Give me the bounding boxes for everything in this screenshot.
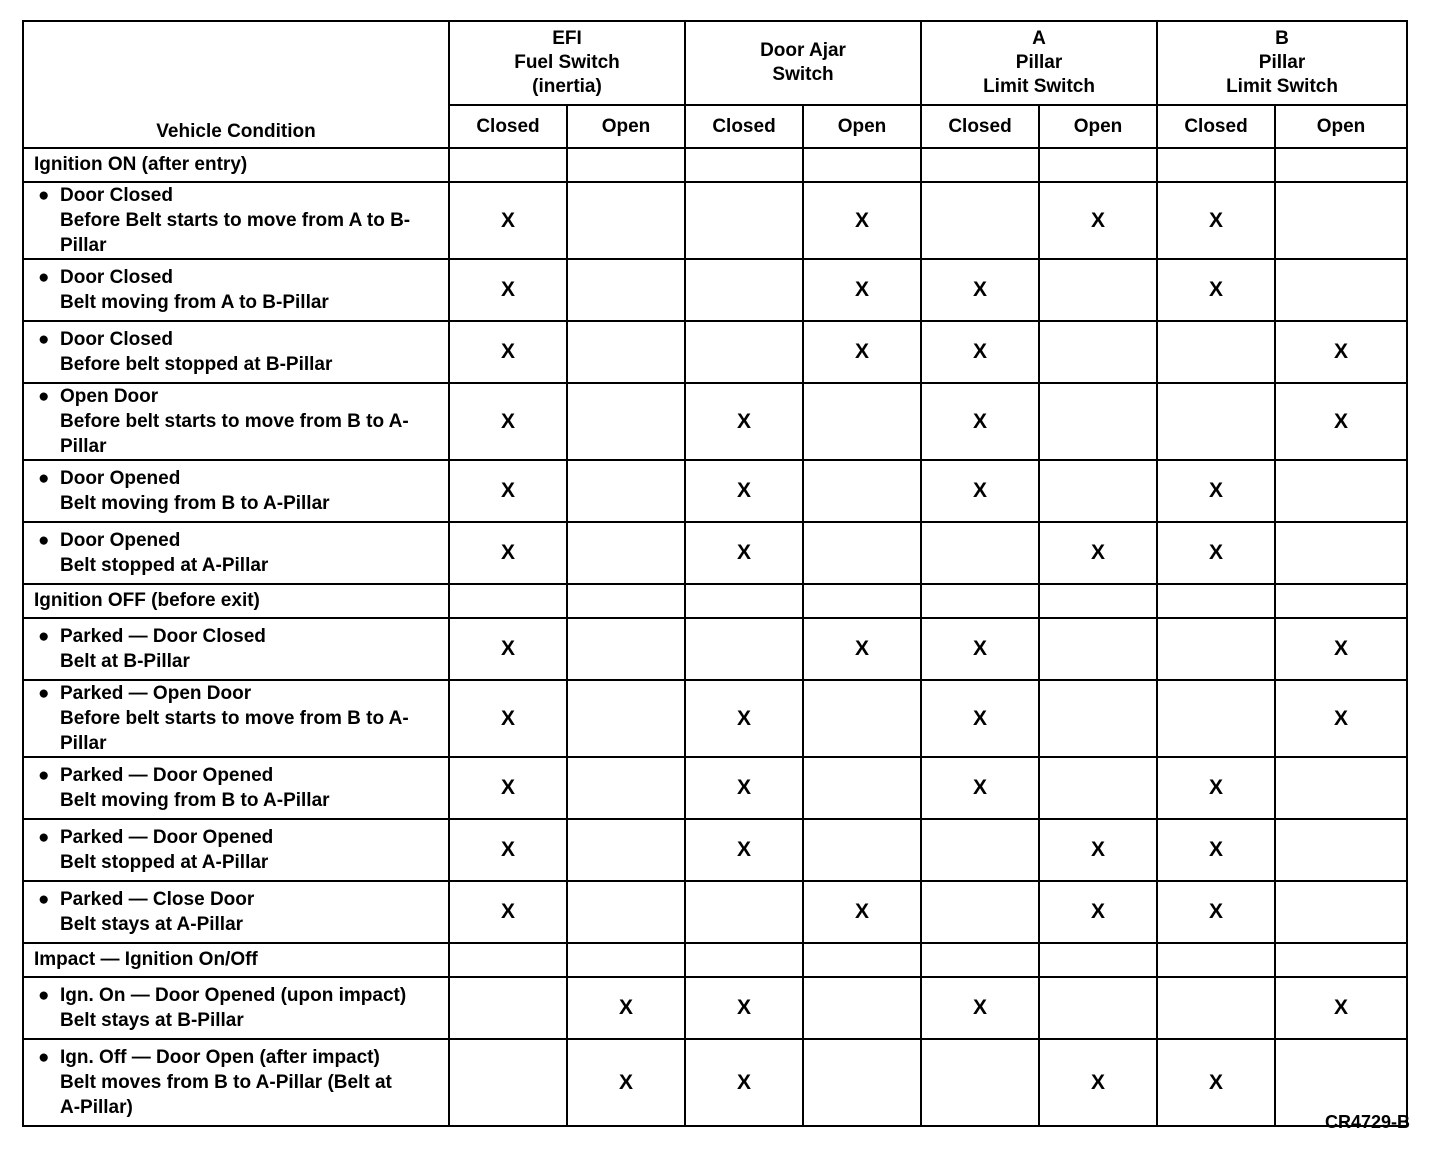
state-mark-cell: X: [567, 977, 685, 1039]
state-mark-cell: [567, 182, 685, 259]
state-mark-cell: X: [449, 881, 567, 943]
state-mark-cell: X: [1275, 618, 1407, 680]
state-mark-cell: [1039, 259, 1157, 321]
state-mark-cell: [1275, 819, 1407, 881]
state-mark-cell: [921, 182, 1039, 259]
empty-cell: [1039, 584, 1157, 618]
condition-cell: [23, 1039, 449, 1126]
state-mark-cell: X: [1157, 1039, 1275, 1126]
state-mark-cell: X: [1039, 881, 1157, 943]
empty-cell: [1039, 148, 1157, 182]
state-mark-cell: X: [803, 321, 921, 383]
empty-cell: [1157, 584, 1275, 618]
state-mark-cell: X: [449, 618, 567, 680]
state-mark-cell: X: [685, 383, 803, 460]
state-mark-cell: X: [1039, 819, 1157, 881]
condition-line-1: Door Closed: [60, 329, 173, 350]
bullet-icon: ●: [38, 889, 50, 910]
header-line: Pillar: [1258, 52, 1306, 73]
state-mark-cell: [567, 522, 685, 584]
table-row: [23, 680, 1407, 757]
section-row: [23, 148, 1407, 182]
empty-cell: [921, 148, 1039, 182]
state-mark-cell: [685, 321, 803, 383]
state-mark-cell: [1039, 757, 1157, 819]
state-mark-cell: [803, 383, 921, 460]
state-mark-cell: X: [921, 618, 1039, 680]
bullet-icon: ●: [38, 827, 50, 848]
section-row: [23, 943, 1407, 977]
state-mark-cell: X: [1275, 977, 1407, 1039]
state-mark-cell: [1039, 460, 1157, 522]
bullet-icon: ●: [38, 185, 50, 206]
state-mark-cell: X: [1275, 321, 1407, 383]
empty-cell: [567, 584, 685, 618]
condition-line-2: Before belt starts to move from B to A-Pillar: [60, 708, 409, 754]
state-mark-cell: [1275, 259, 1407, 321]
state-mark-cell: X: [1039, 1039, 1157, 1126]
header-line: A: [1032, 28, 1046, 49]
table-row: [23, 522, 1407, 584]
condition-line-1: Door Opened: [60, 530, 181, 551]
bullet-icon: ●: [38, 329, 50, 350]
empty-cell: [685, 584, 803, 618]
state-mark-cell: [1157, 321, 1275, 383]
table-row: [23, 881, 1407, 943]
empty-cell: [685, 943, 803, 977]
condition-line-1: Parked — Close Door: [60, 889, 255, 910]
condition-cell: [23, 182, 449, 259]
table-row: [23, 618, 1407, 680]
empty-cell: [449, 148, 567, 182]
state-mark-cell: X: [685, 757, 803, 819]
state-mark-cell: X: [685, 1039, 803, 1126]
condition-line-1: Open Door: [60, 386, 159, 407]
a-pillar-open-header: Open: [1039, 105, 1157, 148]
empty-cell: [1275, 584, 1407, 618]
condition-cell: [23, 259, 449, 321]
header-line: Limit Switch: [983, 76, 1095, 97]
empty-cell: [567, 943, 685, 977]
condition-cell: [23, 757, 449, 819]
state-mark-cell: [921, 1039, 1039, 1126]
state-mark-cell: [921, 819, 1039, 881]
state-mark-cell: [1157, 977, 1275, 1039]
state-mark-cell: X: [921, 680, 1039, 757]
condition-line-2: Belt moving from B to A-Pillar: [60, 790, 330, 811]
state-mark-cell: [567, 618, 685, 680]
state-mark-cell: [1275, 182, 1407, 259]
state-mark-cell: [1039, 383, 1157, 460]
table-row: [23, 182, 1407, 259]
bullet-icon: ●: [38, 683, 50, 704]
state-mark-cell: X: [921, 259, 1039, 321]
b-pillar-closed-header: Closed: [1157, 105, 1275, 148]
state-mark-cell: X: [685, 977, 803, 1039]
condition-line-2: Belt stays at B-Pillar: [60, 1010, 244, 1031]
state-mark-cell: X: [1157, 460, 1275, 522]
state-mark-cell: X: [1157, 881, 1275, 943]
efi-closed-header: Closed: [449, 105, 567, 148]
table-row: [23, 819, 1407, 881]
state-mark-cell: [685, 182, 803, 259]
header-line: EFI: [552, 28, 582, 49]
condition-line-1: Parked — Open Door: [60, 683, 252, 704]
switch-state-table: [22, 20, 1408, 1127]
header-line: Limit Switch: [1226, 76, 1338, 97]
condition-cell: [23, 383, 449, 460]
state-mark-cell: [1157, 383, 1275, 460]
header-line: Pillar: [1015, 52, 1063, 73]
vehicle-condition-label: Vehicle Condition: [156, 121, 316, 142]
condition-line-1: Ign. On — Door Opened (upon impact): [60, 985, 407, 1006]
state-mark-cell: [803, 522, 921, 584]
state-mark-cell: [449, 1039, 567, 1126]
condition-cell: [23, 881, 449, 943]
state-mark-cell: [1039, 977, 1157, 1039]
empty-cell: [449, 943, 567, 977]
bullet-icon: ●: [38, 267, 50, 288]
state-mark-cell: [567, 819, 685, 881]
state-mark-cell: X: [1157, 259, 1275, 321]
header-line: Switch: [772, 64, 834, 85]
door-ajar-closed-header: Closed: [685, 105, 803, 148]
switch-state-table-container: [22, 20, 1408, 1127]
empty-cell: [1157, 148, 1275, 182]
condition-line-2: Belt moving from B to A-Pillar: [60, 493, 330, 514]
state-mark-cell: X: [803, 618, 921, 680]
state-mark-cell: X: [803, 881, 921, 943]
state-mark-cell: [1039, 321, 1157, 383]
bullet-icon: ●: [38, 386, 50, 407]
bullet-icon: ●: [38, 985, 50, 1006]
state-mark-cell: X: [685, 819, 803, 881]
empty-cell: [567, 148, 685, 182]
condition-line-2: Belt stopped at A-Pillar: [60, 852, 269, 873]
condition-cell: [23, 460, 449, 522]
condition-line-1: Ign. Off — Door Open (after impact): [60, 1047, 380, 1068]
condition-cell: [23, 819, 449, 881]
b-pillar-open-header: Open: [1275, 105, 1407, 148]
empty-cell: [1275, 943, 1407, 977]
condition-line-1: Parked — Door Closed: [60, 626, 266, 647]
door-ajar-open-header: Open: [803, 105, 921, 148]
condition-cell: [23, 321, 449, 383]
empty-cell: [803, 943, 921, 977]
state-mark-cell: [567, 757, 685, 819]
header-line: Fuel Switch: [514, 52, 620, 73]
bullet-icon: ●: [38, 468, 50, 489]
state-mark-cell: X: [921, 757, 1039, 819]
state-mark-cell: X: [449, 383, 567, 460]
condition-line-1: Door Closed: [60, 267, 173, 288]
state-mark-cell: [567, 321, 685, 383]
state-mark-cell: [449, 977, 567, 1039]
condition-line-1: Door Opened: [60, 468, 181, 489]
state-mark-cell: X: [921, 460, 1039, 522]
empty-cell: [803, 148, 921, 182]
condition-line-2: Before Belt starts to move from A to B-Pillar: [60, 210, 411, 256]
door-ajar-switch-header: [685, 21, 921, 105]
efi-fuel-switch-header: [449, 21, 685, 105]
state-mark-cell: [567, 460, 685, 522]
table-row: [23, 383, 1407, 460]
table-row: [23, 460, 1407, 522]
state-mark-cell: X: [1157, 182, 1275, 259]
state-mark-cell: X: [1275, 680, 1407, 757]
state-mark-cell: [803, 819, 921, 881]
state-mark-cell: X: [685, 460, 803, 522]
table-body: [23, 148, 1407, 1126]
state-mark-cell: X: [567, 1039, 685, 1126]
condition-line-1: Door Closed: [60, 185, 173, 206]
state-mark-cell: [685, 259, 803, 321]
empty-cell: [449, 584, 567, 618]
state-mark-cell: [1039, 680, 1157, 757]
table-row: [23, 1039, 1407, 1126]
state-mark-cell: [803, 977, 921, 1039]
state-mark-cell: [685, 881, 803, 943]
condition-line-2: Belt stopped at A-Pillar: [60, 555, 269, 576]
empty-cell: [921, 943, 1039, 977]
state-mark-cell: X: [921, 383, 1039, 460]
state-mark-cell: [1275, 522, 1407, 584]
empty-cell: [1275, 148, 1407, 182]
condition-line-3: A-Pillar): [60, 1097, 133, 1118]
state-mark-cell: [803, 680, 921, 757]
bullet-icon: ●: [38, 765, 50, 786]
condition-cell: [23, 977, 449, 1039]
bullet-icon: ●: [38, 1047, 50, 1068]
state-mark-cell: X: [449, 182, 567, 259]
condition-cell: [23, 522, 449, 584]
state-mark-cell: X: [1039, 522, 1157, 584]
state-mark-cell: [567, 383, 685, 460]
state-mark-cell: X: [1039, 182, 1157, 259]
condition-line-2: Belt stays at A-Pillar: [60, 914, 244, 935]
state-mark-cell: X: [1157, 819, 1275, 881]
state-mark-cell: [803, 1039, 921, 1126]
empty-cell: [803, 584, 921, 618]
state-mark-cell: [1275, 757, 1407, 819]
header-line: Door Ajar: [760, 40, 846, 61]
state-mark-cell: X: [921, 321, 1039, 383]
state-mark-cell: [567, 259, 685, 321]
table-row: [23, 259, 1407, 321]
empty-cell: [1157, 943, 1275, 977]
a-pillar-limit-switch-header: [921, 21, 1157, 105]
state-mark-cell: [1157, 618, 1275, 680]
state-mark-cell: [921, 522, 1039, 584]
state-mark-cell: X: [449, 819, 567, 881]
section-label: Ignition OFF (before exit): [23, 584, 449, 618]
bullet-icon: ●: [38, 530, 50, 551]
table-row: [23, 321, 1407, 383]
state-mark-cell: X: [449, 259, 567, 321]
state-mark-cell: X: [1275, 383, 1407, 460]
state-mark-cell: X: [1157, 522, 1275, 584]
condition-line-2: Before belt stopped at B-Pillar: [60, 354, 333, 375]
state-mark-cell: X: [449, 460, 567, 522]
header-line: (inertia): [532, 76, 602, 97]
state-mark-cell: X: [803, 182, 921, 259]
section-row: [23, 584, 1407, 618]
b-pillar-limit-switch-header: [1157, 21, 1407, 105]
condition-line-2: Before belt starts to move from B to A-Pillar: [60, 411, 409, 457]
empty-cell: [685, 148, 803, 182]
state-mark-cell: [921, 881, 1039, 943]
state-mark-cell: [567, 881, 685, 943]
table-row: [23, 977, 1407, 1039]
state-mark-cell: X: [449, 321, 567, 383]
state-mark-cell: X: [921, 977, 1039, 1039]
efi-open-header: Open: [567, 105, 685, 148]
a-pillar-closed-header: Closed: [921, 105, 1039, 148]
state-mark-cell: [1275, 881, 1407, 943]
state-mark-cell: [803, 757, 921, 819]
section-label: Impact — Ignition On/Off: [23, 943, 449, 977]
table-row: [23, 757, 1407, 819]
figure-code: CR4729-B: [1324, 1112, 1410, 1132]
state-mark-cell: [1039, 618, 1157, 680]
bullet-icon: ●: [38, 626, 50, 647]
condition-line-2: Belt moves from B to A-Pillar (Belt at: [60, 1072, 392, 1093]
empty-cell: [921, 584, 1039, 618]
empty-cell: [1039, 943, 1157, 977]
header-line: B: [1275, 28, 1289, 49]
state-mark-cell: X: [449, 522, 567, 584]
condition-line-1: Parked — Door Opened: [60, 827, 274, 848]
state-mark-cell: X: [1157, 757, 1275, 819]
state-mark-cell: X: [685, 680, 803, 757]
state-mark-cell: X: [685, 522, 803, 584]
state-mark-cell: [1275, 460, 1407, 522]
section-label: Ignition ON (after entry): [23, 148, 449, 182]
condition-cell: [23, 618, 449, 680]
condition-line-2: Belt at B-Pillar: [60, 651, 190, 672]
condition-cell: [23, 680, 449, 757]
state-mark-cell: [803, 460, 921, 522]
vehicle-condition-header: [23, 21, 449, 148]
state-mark-cell: X: [449, 757, 567, 819]
state-mark-cell: [685, 618, 803, 680]
condition-line-1: Parked — Door Opened: [60, 765, 274, 786]
state-mark-cell: X: [449, 680, 567, 757]
condition-line-2: Belt moving from A to B-Pillar: [60, 292, 329, 313]
state-mark-cell: X: [803, 259, 921, 321]
state-mark-cell: [567, 680, 685, 757]
state-mark-cell: [1157, 680, 1275, 757]
